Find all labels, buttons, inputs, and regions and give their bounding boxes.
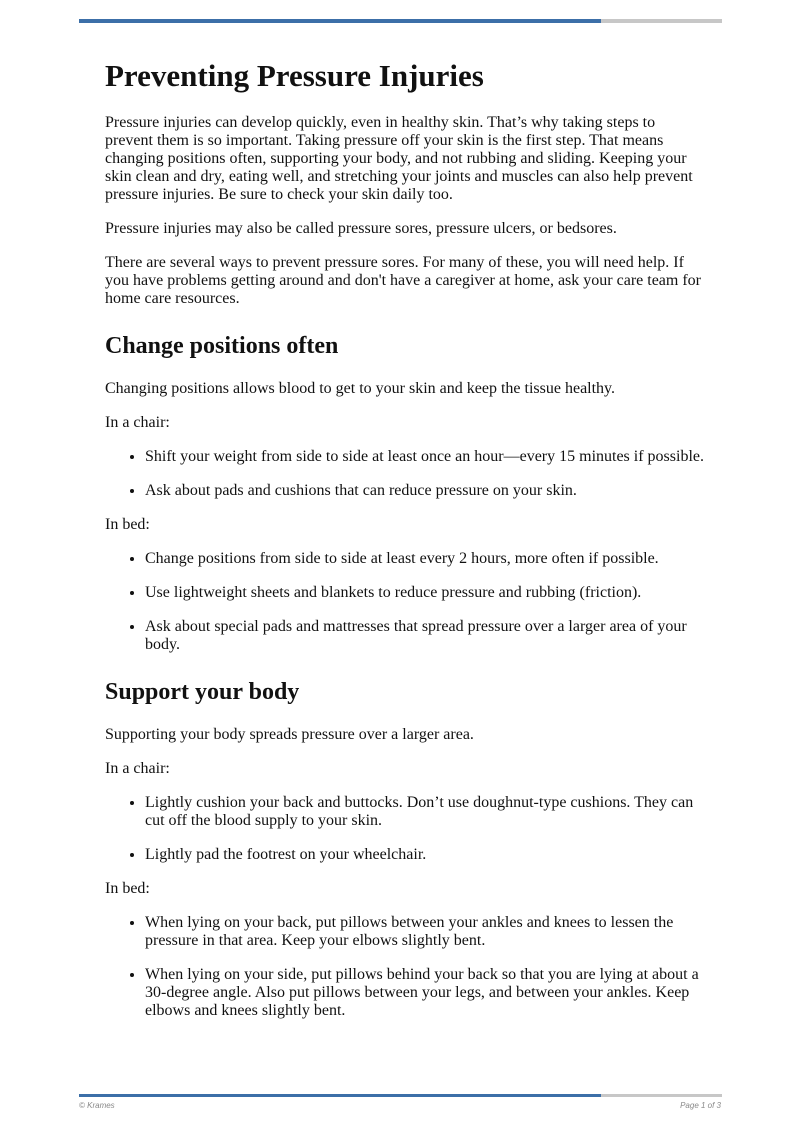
- footer-rule-accent: [79, 1094, 601, 1097]
- list-item: • Ask about special pads and mattresses that spread pressure over a larger area of your body.: [145, 618, 705, 654]
- chair-list: [105, 448, 705, 500]
- list-item: • Lightly pad the footrest on your wheelchair.: [145, 846, 705, 864]
- section-change-positions: [105, 330, 705, 654]
- header-rule-accent: [79, 19, 601, 23]
- intro-paragraph: Pressure injuries can develop quickly, even in healthy skin. That’s why taking steps to prevent them is so important. Taking pressure off your skin is the first step. That means changing positions often, supporting your body, and not rubbing and sliding. Keeping your skin clean and dry, eating well, and stretching your joints and muscles can also help prevent pressure injuries. Be sure to check your skin daily too.: [105, 114, 693, 203]
- chair-list: [105, 794, 705, 864]
- footer-rule: [79, 1094, 722, 1097]
- chair-label: In a chair:: [105, 414, 170, 431]
- chair-label: In a chair:: [105, 760, 170, 777]
- document-body: [105, 56, 705, 1036]
- list-item: • Change positions from side to side at least every 2 hours, more often if possible.: [145, 550, 705, 568]
- header-rule: [79, 19, 722, 23]
- bed-label: In bed:: [105, 516, 150, 533]
- intro-paragraph: Pressure injuries may also be called pressure sores, pressure ulcers, or bedsores.: [105, 220, 617, 237]
- list-item: • Ask about pads and cushions that can reduce pressure on your skin.: [145, 482, 705, 500]
- section-heading: Support your body: [105, 679, 300, 705]
- footer-rule-gray: [601, 1094, 722, 1097]
- footer-page-number: Page 1 of 3: [680, 1101, 721, 1110]
- list-item: • Lightly cushion your back and buttocks. Don’t use doughnut-type cushions. They can cut off the blood supply to your skin.: [145, 794, 705, 830]
- list-item: • When lying on your side, put pillows behind your back so that you are lying at about a 30-degree angle. Also put pillows between your legs, and between your ankles. Keep elbows and knees slightly bent.: [145, 966, 705, 1020]
- bed-label: In bed:: [105, 880, 150, 897]
- section-heading: Change positions often: [105, 333, 339, 359]
- section-lead: Supporting your body spreads pressure over a larger area.: [105, 726, 474, 743]
- bed-list: [105, 550, 705, 654]
- section-lead: Changing positions allows blood to get to your skin and keep the tissue healthy.: [105, 380, 616, 397]
- bed-list: [105, 914, 705, 1020]
- footer-copyright: © Krames: [79, 1101, 115, 1110]
- intro-paragraph: There are several ways to prevent pressure sores. For many of these, you will need help. If you have problems getting around and don't have a caregiver at home, ask your care team for home care resources.: [105, 254, 701, 307]
- page-title: Preventing Pressure Injuries: [105, 58, 484, 93]
- list-item: • When lying on your back, put pillows between your ankles and knees to lessen the pressure in that area. Keep your elbows slightly bent.: [145, 914, 705, 950]
- intro: [105, 114, 705, 308]
- header-rule-gray: [601, 19, 722, 23]
- list-item: • Use lightweight sheets and blankets to reduce pressure and rubbing (friction).: [145, 584, 705, 602]
- section-support-body: [105, 676, 705, 1020]
- list-item: • Shift your weight from side to side at least once an hour—every 15 minutes if possible.: [145, 448, 705, 466]
